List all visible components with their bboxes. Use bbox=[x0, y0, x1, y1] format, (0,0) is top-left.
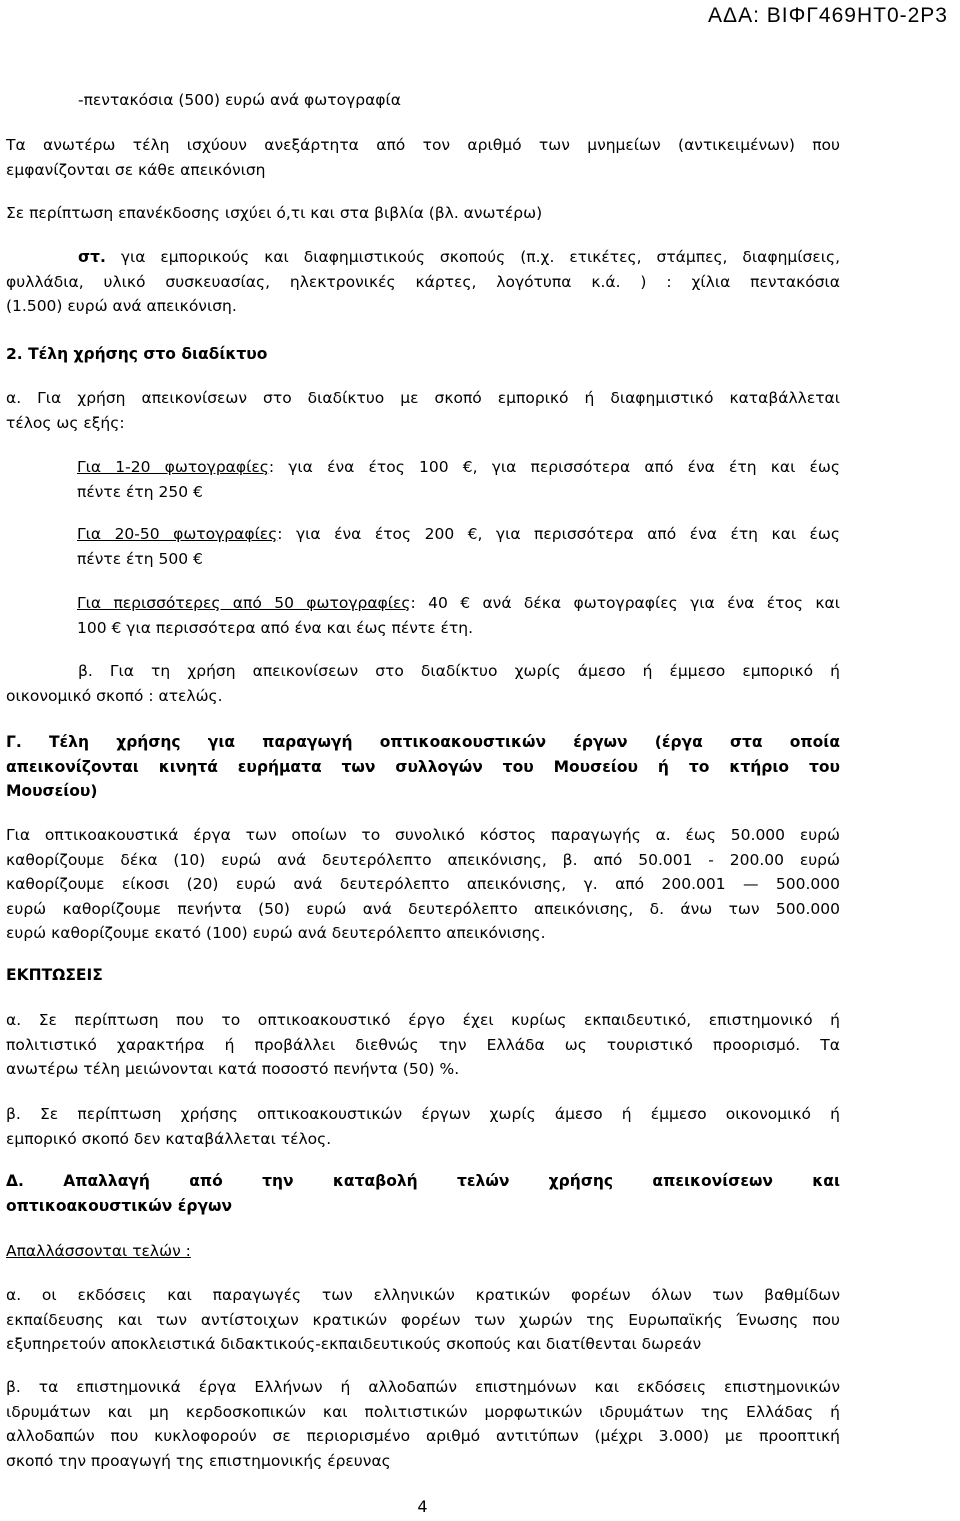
discount-a-paragraph bbox=[6, 1008, 840, 1082]
text-line: β. Σε περίπτωση χρήσης οπτικοακουστικών έργων χωρίς άμεσο ή έμμεσο οικονομικό ή bbox=[6, 1105, 840, 1123]
section-2-title bbox=[6, 342, 267, 367]
exemption-a-paragraph bbox=[6, 1283, 840, 1357]
text-line: οικονομικό σκοπό : ατελώς. bbox=[6, 686, 223, 705]
text-line: εξυπηρετούν αποκλειστικά διδακτικούς-εκπαιδευτικούς σκοπούς και διατίθενται δωρεάν bbox=[6, 1335, 702, 1353]
text-line bbox=[77, 522, 840, 547]
tier-1-20-photos bbox=[77, 455, 840, 504]
text-line: εμφανίζονται σε κάθε απεικόνιση bbox=[6, 160, 266, 179]
tier-20-50-photos bbox=[77, 522, 840, 571]
section-heading-line: Γ. Τέλη χρήσης για παραγωγή οπτικοακουστικών έργων (έργα στα οποία bbox=[6, 733, 840, 751]
text-line: (1.500) ευρώ ανά απεικόνιση. bbox=[6, 297, 237, 315]
text-line: ευρώ καθορίζουμε πενήντα (50) ευρώ ανά δευτερόλεπτο απεικόνισης, δ. άνω των 500.000 bbox=[6, 899, 840, 918]
section-heading-line: απεικονίζονται κινητά ευρήματα των συλλογών του Μουσείου ή το κτήριο του bbox=[6, 757, 840, 776]
text-line bbox=[77, 591, 840, 616]
text-line: πέντε έτη 250 € bbox=[77, 482, 203, 501]
text-line: ευρώ καθορίζουμε εκατό (100) ευρώ ανά δευτερόλεπτο απεικόνισης. bbox=[6, 924, 546, 942]
tier-text: : για ένα έτος 200 €, για περισσότερα από ένα έτη και έως bbox=[277, 525, 840, 543]
subheading: Απαλλάσσονται τελών : bbox=[6, 1242, 191, 1260]
text-line: 100 € για περισσότερα από ένα και έως πέντε έτη. bbox=[77, 618, 473, 637]
commercial-use-paragraph bbox=[6, 245, 840, 319]
text-line bbox=[6, 245, 840, 270]
tier-over-50-photos bbox=[77, 591, 840, 640]
internet-use-b-paragraph bbox=[6, 659, 840, 708]
text-line: καθορίζουμε είκοσι (20) ευρώ ανά δευτερόλεπτο απεικόνισης, γ. από 200.001 — 500.000 bbox=[6, 875, 840, 893]
item-text: για εμπορικούς και διαφημιστικούς σκοπούς (π.χ. ετικέτες, στάμπες, διαφημίσεις, bbox=[120, 248, 840, 266]
section-heading: ΕΚΠΤΩΣΕΙΣ bbox=[6, 966, 103, 984]
text-line: -πεντακόσια (500) ευρώ ανά φωτογραφία bbox=[78, 91, 401, 109]
section-heading-line: Δ. Απαλλαγή από την καταβολή τελών χρήσης απεικονίσεων και bbox=[6, 1172, 840, 1190]
text-line: β. τα επιστημονικά έργα Ελλήνων ή αλλοδαπών επιστημόνων και εκδόσεις επιστημονικών bbox=[6, 1378, 840, 1396]
tier-text: : για ένα έτος 100 €, για περισσότερα από ένα έτη και έως bbox=[268, 458, 840, 476]
photo-price-line bbox=[78, 88, 401, 113]
text-line bbox=[77, 455, 840, 480]
text-line: Σε περίπτωση επανέκδοσης ισχύει ό,τι και στα βιβλία (βλ. ανωτέρω) bbox=[6, 204, 543, 222]
text-line: εκπαίδευσης και των αντίστοιχων κρατικών φορέων των χωρών της Ευρωπαϊκής Ένωσης που bbox=[6, 1310, 840, 1329]
tier-label: Για περισσότερες από 50 φωτογραφίες bbox=[77, 594, 411, 612]
text-line: σκοπό την προαγωγή της επιστημονικής έρευνας bbox=[6, 1451, 391, 1470]
exemption-b-paragraph bbox=[6, 1375, 840, 1473]
tier-label: Για 20-50 φωτογραφίες bbox=[77, 525, 278, 543]
text-line: α. Για χρήση απεικονίσεων στο διαδίκτυο με σκοπό εμπορικό ή διαφημιστικό καταβάλλεται bbox=[6, 389, 840, 407]
section-heading-line: Μουσείου) bbox=[6, 782, 98, 800]
section-heading: 2. Τέλη χρήσης στο διαδίκτυο bbox=[6, 345, 268, 363]
text-line: πέντε έτη 500 € bbox=[77, 549, 203, 568]
item-label: στ. bbox=[78, 248, 106, 266]
independence-paragraph bbox=[6, 133, 840, 182]
internet-use-a-paragraph bbox=[6, 386, 840, 435]
text-line: καθορίζουμε δέκα (10) ευρώ ανά δευτερόλεπτο απεικόνισης, β. από 50.001 - 200.00 ευρώ bbox=[6, 850, 840, 869]
text-line: αλλοδαπών που κυκλοφορούν σε περιορισμένο αριθμό αντιτύπων (μέχρι 3.000) με προοπτική bbox=[6, 1427, 840, 1445]
text-line: τέλος ως εξής: bbox=[6, 413, 125, 432]
text-line: α. Σε περίπτωση που το οπτικοακουστικό έργο έχει κυρίως εκπαιδευτικό, επιστημονικό ή bbox=[6, 1011, 840, 1029]
text-line: α. οι εκδόσεις και παραγωγές των ελληνικών κρατικών φορέων όλων των βαθμίδων bbox=[6, 1286, 840, 1304]
text-line: ανωτέρω τέλη μειώνονται κατά ποσοστό πενήντα (50) %. bbox=[6, 1060, 460, 1078]
discounts-title bbox=[6, 963, 103, 988]
text-line: πολιτιστικό χαρακτήρα ή προβάλλει διεθνώς την Ελλάδα ως τουριστικό προορισμό. Τα bbox=[6, 1035, 840, 1054]
tier-label: Για 1-20 φωτογραφίες bbox=[77, 458, 269, 476]
text-line: Για οπτικοακουστικά έργα των οποίων το συνολικό κόστος παραγωγής α. έως 50.000 ευρώ bbox=[6, 826, 840, 844]
text-line: φυλλάδια, υλικό συσκευασίας, ηλεκτρονικές κάρτες, λογότυπα κ.ά. ) : χίλια πεντακόσια bbox=[6, 272, 840, 291]
section-g-title bbox=[6, 730, 840, 804]
text-line: β. Για τη χρήση απεικονίσεων στο διαδίκτυο χωρίς άμεσο ή έμμεσο εμπορικό ή bbox=[78, 662, 840, 680]
audiovisual-fees-paragraph bbox=[6, 823, 840, 946]
reissue-paragraph bbox=[6, 201, 542, 226]
text-line: ιδρυμάτων και μη κερδοσκοπικών και πολιτιστικών μορφωτικών ιδρυμάτων της Ελλάδας ή bbox=[6, 1402, 840, 1421]
tier-text: : 40 € ανά δέκα φωτογραφίες για ένα έτος και bbox=[410, 594, 840, 612]
page-number: 4 bbox=[417, 1497, 428, 1516]
exemptions-heading bbox=[6, 1239, 191, 1264]
text-line: Τα ανωτέρω τέλη ισχύουν ανεξάρτητα από τον αριθμό των μνημείων (αντικειμένων) που bbox=[6, 136, 840, 154]
section-d-title bbox=[6, 1169, 840, 1218]
document-code-header: ΑΔΑ: ΒΙΦΓ469ΗΤ0-2Ρ3 bbox=[708, 4, 948, 27]
text-line: εμπορικό σκοπό δεν καταβάλλεται τέλος. bbox=[6, 1129, 332, 1148]
section-heading-line: οπτικοακουστικών έργων bbox=[6, 1196, 233, 1215]
discount-b-paragraph bbox=[6, 1102, 840, 1151]
